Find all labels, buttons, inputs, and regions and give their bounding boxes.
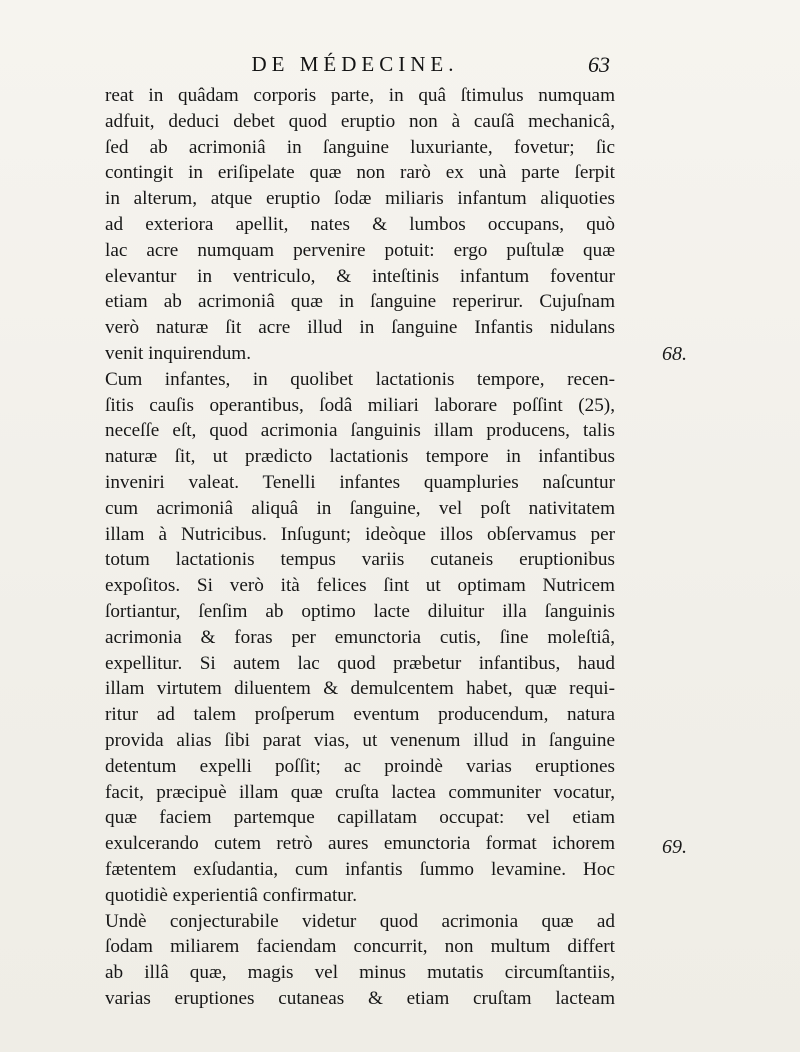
text-line: expellitur. Si autem lac quod præbetur infantibus, haud — [105, 652, 615, 674]
text-line: adfuit, deduci debet quod eruptio non à cauſâ mechanicâ, — [105, 110, 615, 132]
text-line: quæ faciem partemque capillatam occupat: vel etiam — [105, 807, 615, 829]
text-line: fætentem exſudantia, cum infantis ſummo levamine. Hoc — [105, 858, 615, 880]
text-line: neceſſe eſt, quod acrimonia ſanguinis illam producens, talis — [105, 420, 615, 442]
text-line: ſodam miliarem faciendam concurrit, non multum differt — [105, 936, 615, 958]
text-line: verò naturæ ſit acre illud in ſanguine Infantis nidulans — [105, 317, 615, 339]
text-line: ad exteriora apellit, nates & lumbos occupans, quò — [105, 213, 615, 235]
text-line: etiam ab acrimoniâ quæ in ſanguine reperirur. Cujuſnam — [105, 291, 615, 313]
text-line: ſed ab acrimoniâ in ſanguine luxuriante, fovetur; ſic — [105, 136, 615, 158]
text-line: ſitis cauſis operantibus, ſodâ miliari laborare poſſint (25), — [105, 394, 615, 416]
text-line: totum lactationis tempus variis cutaneis eruptionibus — [105, 549, 615, 571]
text-line: Undè conjecturabile videtur quod acrimonia quæ ad — [105, 910, 615, 932]
text-line: contingit in eriſipelate quæ non rarò ex unà parte ſerpit — [105, 162, 615, 184]
text-line: inveniri valeat. Tenelli infantes quampluries naſcuntur — [105, 471, 615, 493]
text-line: elevantur in ventriculo, & inteſtinis infantum foventur — [105, 265, 615, 287]
margin-paragraph-number: 69. — [662, 836, 687, 858]
text-line: quotidiè experientiâ confirmatur. — [105, 884, 358, 906]
text-line: acrimonia & foras per emunctoria cutis, ſine moleſtiâ, — [105, 626, 615, 648]
text-line: Cum infantes, in quolibet lactationis tempore, recen- — [105, 368, 615, 390]
paragraph-1 — [105, 83, 615, 367]
text-line: facit, præcipuè illam quæ cruſta lactea communiter vocatur, — [105, 781, 615, 803]
text-line: illam à Nutricibus. Inſugunt; ideòque illos obſervamus per — [105, 523, 615, 545]
page-header — [0, 52, 800, 82]
page-number: 63 — [588, 52, 610, 77]
text-line: provida alias ſibi parat vias, ut venenum illud in ſanguine — [105, 729, 615, 751]
text-line: cum acrimoniâ aliquâ in ſanguine, vel poſt nativitatem — [105, 497, 615, 519]
text-line: expoſitos. Si verò ità felices ſint ut optimam Nutricem — [105, 575, 615, 597]
text-line: venit inquirendum. — [105, 342, 252, 364]
paragraph-3 — [105, 909, 615, 1012]
margin-paragraph-number: 68. — [662, 343, 687, 365]
running-head: DE MÉDECINE. — [251, 52, 459, 76]
body-text — [105, 83, 615, 1012]
text-line: illam virtutem diluentem & demulcentem habet, quæ requi- — [105, 678, 615, 700]
text-line: ſortiantur, ſenſim ab optimo lacte diluitur illa ſanguinis — [105, 600, 615, 622]
text-line: naturæ ſit, ut prædicto lactationis tempore in infantibus — [105, 446, 615, 468]
text-line: ritur ad talem proſperum eventum producendum, natura — [105, 704, 615, 726]
text-line: lac acre numquam pervenire potuit: ergo puſtulæ quæ — [105, 239, 615, 261]
text-line: in alterum, atque eruptio ſodæ miliaris infantum aliquoties — [105, 188, 615, 210]
text-line: exulcerando cutem retrò aures emunctoria format ichorem — [105, 833, 615, 855]
text-line: reat in quâdam corporis parte, in quâ ſtimulus numquam — [105, 85, 615, 106]
text-line: varias eruptiones cutaneas & etiam cruſtam lacteam — [105, 987, 615, 1009]
text-line: ab illâ quæ, magis vel minus mutatis circumſtantiis, — [105, 962, 615, 984]
paragraph-2 — [105, 367, 615, 909]
text-line: detentum expelli poſſit; ac proindè varias eruptiones — [105, 755, 615, 777]
